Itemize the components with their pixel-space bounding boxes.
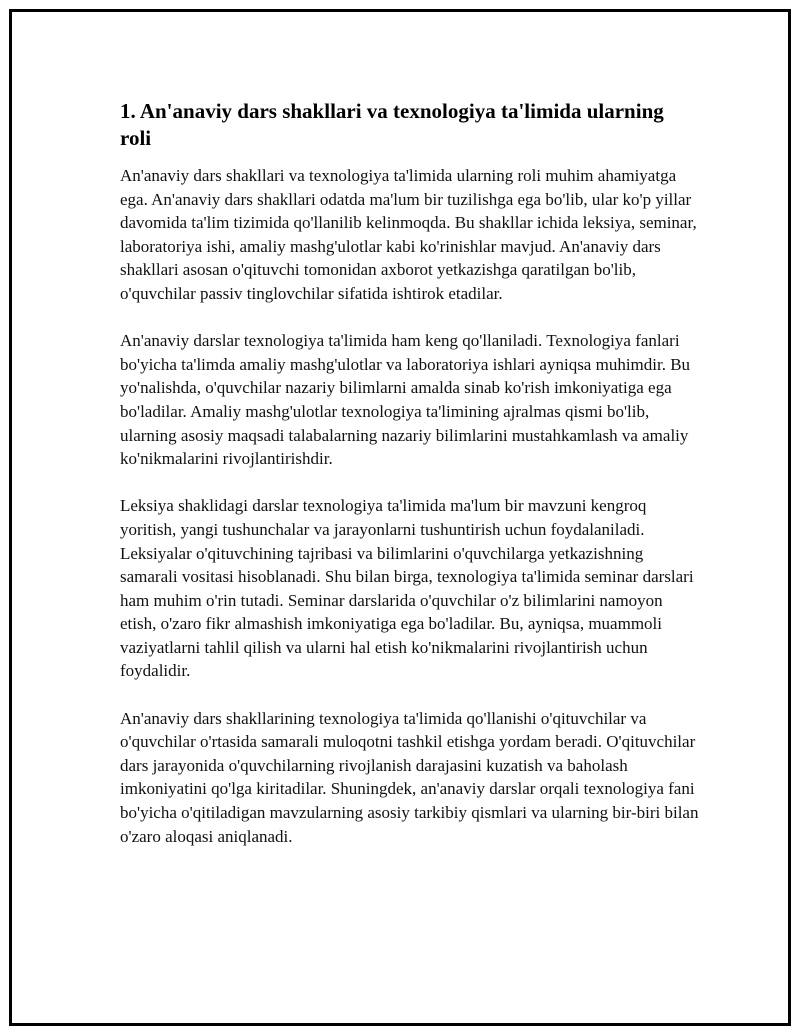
- paragraph-4: An'anaviy dars shakllarining texnologiya ta'limida qo'llanishi o'qituvchilar va o'quvchilar o'rtasida samarali muloqotni tashkil etishga yordam beradi. O'qituvchilar dars jarayonida o'quvchilarning rivojlanish darajasini kuzatish va baholash imkoniyatini qo'lga kiritadilar. Shuningdek, an'anaviy darslar orqali texnologiya fani bo'yicha o'qitiladigan mavzularning asosiy tarkibiy qismlari va ularning bir-biri bilan o'zaro aloqasi aniqlanadi.: [120, 708, 699, 846]
- document-body: [120, 98, 700, 848]
- page-frame: [9, 9, 791, 1026]
- paragraph-1: An'anaviy dars shakllari va texnologiya ta'limida ularning roli muhim ahamiyatga ega. An'anaviy dars shakllari odatda ma'lum bir tuzilishga ega bo'lib, ular ko'p yillar davomida ta'lim tizimida qo'llanilib kelinmoqda. Bu shakllar ichida leksiya, seminar, laboratoriya ishi, amaliy mashg'ulotlar kabi ko'rinishlar mavjud. An'anaviy dars shakllari asosan o'qituvchi tomonidan axborot yetkazishga qaratilgan bo'lib, o'quvchilar passiv tinglovchilar sifatida ishtirok etadilar.: [120, 166, 697, 303]
- paragraph-2: An'anaviy darslar texnologiya ta'limida ham keng qo'llaniladi. Texnologiya fanlari bo'yicha ta'limda amaliy mashg'ulotlar va laboratoriya ishlari ayniqsa muhimdir. Bu yo'nalishda, o'quvchilar nazariy bilimlarni amalda sinab ko'rish imkoniyatiga ega bo'ladilar. Amaliy mashg'ulotlar texnologiya ta'limining ajralmas qismi bo'lib, ularning asosiy maqsadi talabalarning nazariy bilimlarini mustahkamlash va amaliy ko'nikmalarini rivojlantirishdir.: [120, 331, 691, 469]
- paragraph-3: Leksiya shaklidagi darslar texnologiya ta'limida ma'lum bir mavzuni kengroq yoritish, yangi tushunchalar va jarayonlarni tushuntirish uchun foydalaniladi. Leksiyalar o'qituvchining tajribasi va bilimlarini o'quvchilarga yetkazishning samarali vositasi hisoblanadi. Shu bilan birga, texnologiya ta'limida seminar darslari ham muhim o'rin tutadi. Seminar darslarida o'quvchilar o'z bilimlarini namoyon etish, o'zaro fikr almashish imkoniyatiga ega bo'ladilar. Bu, ayniqsa, muammoli vaziyatlarni tahlil qilish va ularni hal etish ko'nikmalarini rivojlantirish uchun foydalidir.: [120, 496, 694, 681]
- section-heading: 1. An'anaviy dars shakllari va texnologiya ta'limida ularning roli: [120, 99, 664, 150]
